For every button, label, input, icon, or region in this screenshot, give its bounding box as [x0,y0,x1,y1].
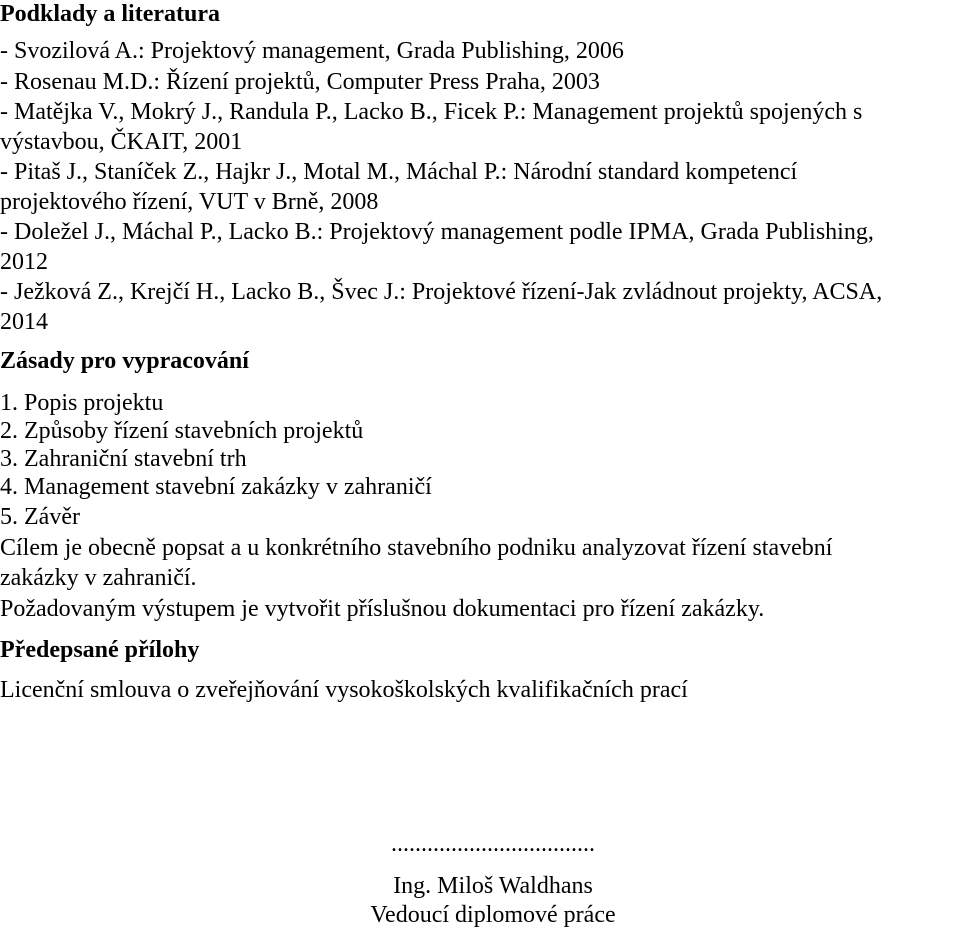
literature-line: - Pitaš J., Staníček Z., Hajkr J., Motal M., Máchal P.: Národní standard kompetencí [0,159,798,185]
literature-line: výstavbou, ČKAIT, 2001 [0,129,243,155]
literature-line: - Ježková Z., Krejčí H., Lacko B., Švec J.: Projektové řízení-Jak zvládnout projekty, ACSA, [0,279,883,305]
attachments-heading: Předepsané přílohy [0,637,200,663]
literature-line: - Rosenau M.D.: Řízení projektů, Computer Press Praha, 2003 [0,69,600,95]
literature-line: - Matějka V., Mokrý J., Randula P., Lacko B., Ficek P.: Management projektů spojených s [0,99,863,125]
principles-line: 5. Závěr [0,504,80,530]
principles-line: Cílem je obecně popsat a u konkrétního stavebního podniku analyzovat řízení stavební [0,535,833,561]
literature-line: - Doležel J., Máchal P., Lacko B.: Projektový management podle IPMA, Grada Publishing, [0,219,874,245]
attachments-line: Licenční smlouva o zveřejňování vysokoškolských kvalifikačních prací [0,677,688,703]
principles-line: 2. Způsoby řízení stavebních projektů [0,418,364,444]
signature-dots: .................................. [391,831,595,857]
principles-line: 3. Zahraniční stavební trh [0,446,247,472]
principles-heading: Zásady pro vypracování [0,348,249,374]
literature-line: projektového řízení, VUT v Brně, 2008 [0,189,379,215]
literature-line: 2014 [0,309,48,335]
principles-line: 1. Popis projektu [0,390,164,416]
principles-line: Požadovaným výstupem je vytvořit příslušnou dokumentaci pro řízení zakázky. [0,596,765,622]
literature-line: - Svozilová A.: Projektový management, Grada Publishing, 2006 [0,38,624,64]
literature-line: 2012 [0,249,48,275]
literature-heading: Podklady a literatura [0,1,220,27]
signature-role: Vedoucí diplomové práce [370,902,616,928]
principles-line: 4. Management stavební zakázky v zahraničí [0,474,432,500]
principles-line: zakázky v zahraničí. [0,565,197,591]
signature-name: Ing. Miloš Waldhans [393,873,593,899]
